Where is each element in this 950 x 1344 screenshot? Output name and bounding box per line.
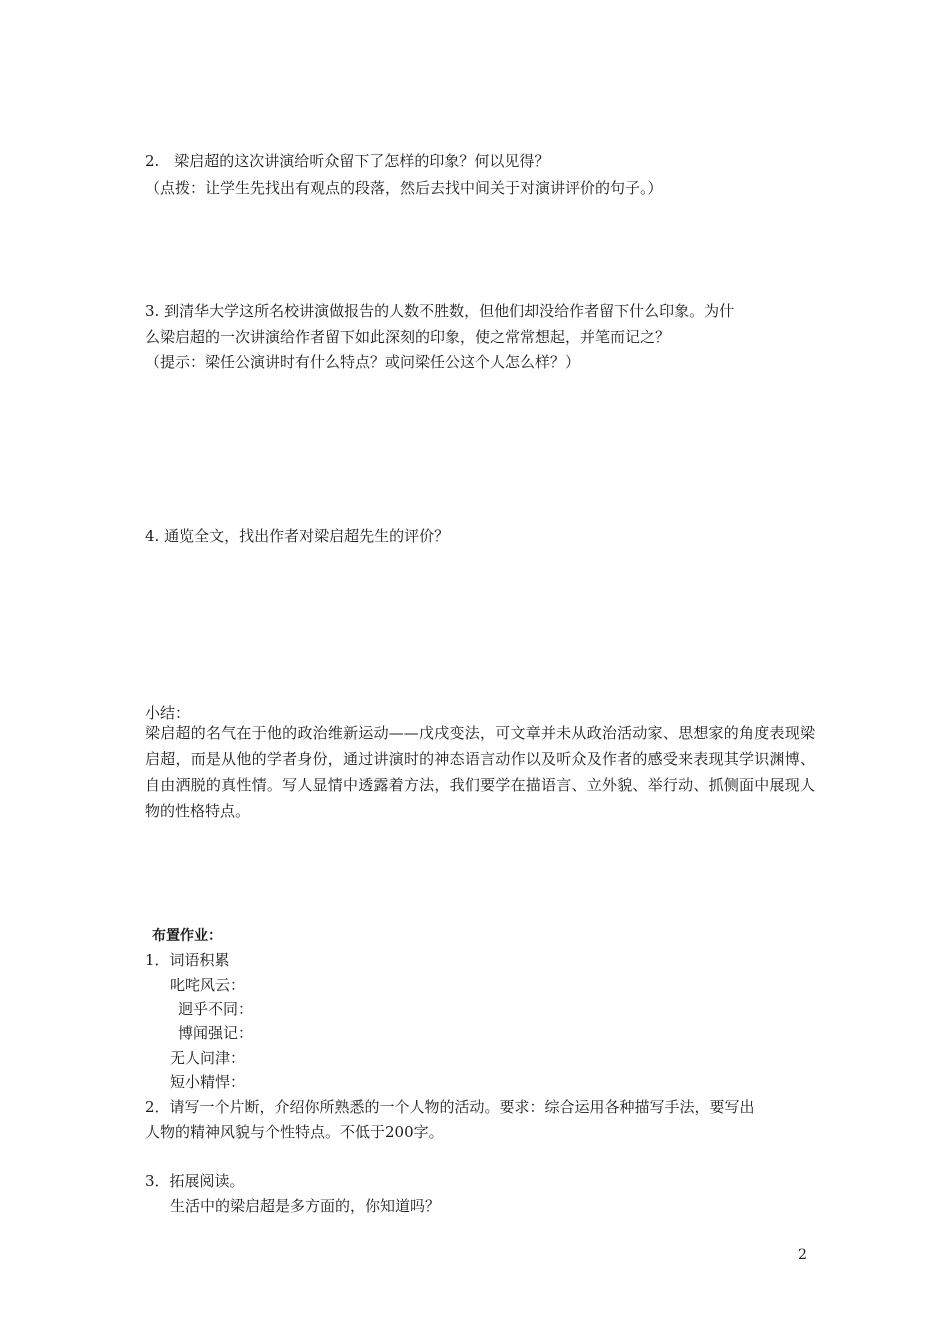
- vocab-word-1: 叱咤风云：: [170, 976, 246, 994]
- question-2-text: 2. 梁启超的这次讲演给听众留下了怎样的印象？何以见得？: [145, 152, 550, 170]
- homework-item-2-line-2: 人物的精神风貌与个性特点。不低于200字。: [145, 1123, 444, 1141]
- question-2-hint: （点拨：让学生先找出有观点的段落，然后去找中间关于对演讲评价的句子。）: [145, 179, 663, 197]
- vocab-word-5: 短小精悍：: [170, 1073, 246, 1091]
- summary-title: 小结：: [145, 704, 191, 722]
- homework-item-3-label: 3．拓展阅读。: [145, 1172, 245, 1190]
- question-4-text: 4. 通览全文，找出作者对梁启超先生的评价？: [145, 527, 450, 545]
- homework-title: 布置作业：: [152, 928, 222, 944]
- vocab-word-3: 博闻强记：: [178, 1024, 254, 1042]
- vocab-word-4: 无人问津：: [170, 1049, 246, 1067]
- homework-item-1-label: 1．词语积累: [145, 951, 230, 969]
- question-3-text-line-1: 3. 到清华大学这所名校讲演做报告的人数不胜数，但他们却没给作者留下什么印象。为什: [145, 302, 735, 320]
- homework-item-2-line-1: 2．请写一个片断，介绍你所熟悉的一个人物的活动。要求：综合运用各种描写手法，要写出: [145, 1098, 755, 1116]
- homework-item-3-text: 生活中的梁启超是多方面的，你知道吗？: [170, 1197, 441, 1215]
- question-3-hint: （提示：梁任公演讲时有什么特点？或问梁任公这个人怎么样？）: [145, 353, 581, 371]
- vocab-word-2: 迥乎不同：: [178, 1000, 254, 1018]
- summary-body: 梁启超的名气在于他的政治维新运动——戊戌变法，可文章并未从政治活动家、思想家的角度表现梁启超，而是从他的学者身份，通过讲演时的神态语言动作以及听众及作者的感受来表现其学识渊博、自由洒脱的真性情。写人显情中透露着方法，我们要学在描语言、立外貌、举行动、抓侧面中展现人物的性格特点。: [145, 724, 815, 820]
- page-number: 2: [798, 1247, 807, 1263]
- question-3-text-line-2: 么梁启超的一次讲演给作者留下如此深刻的印象，使之常常想起，并笔而记之？: [145, 328, 671, 346]
